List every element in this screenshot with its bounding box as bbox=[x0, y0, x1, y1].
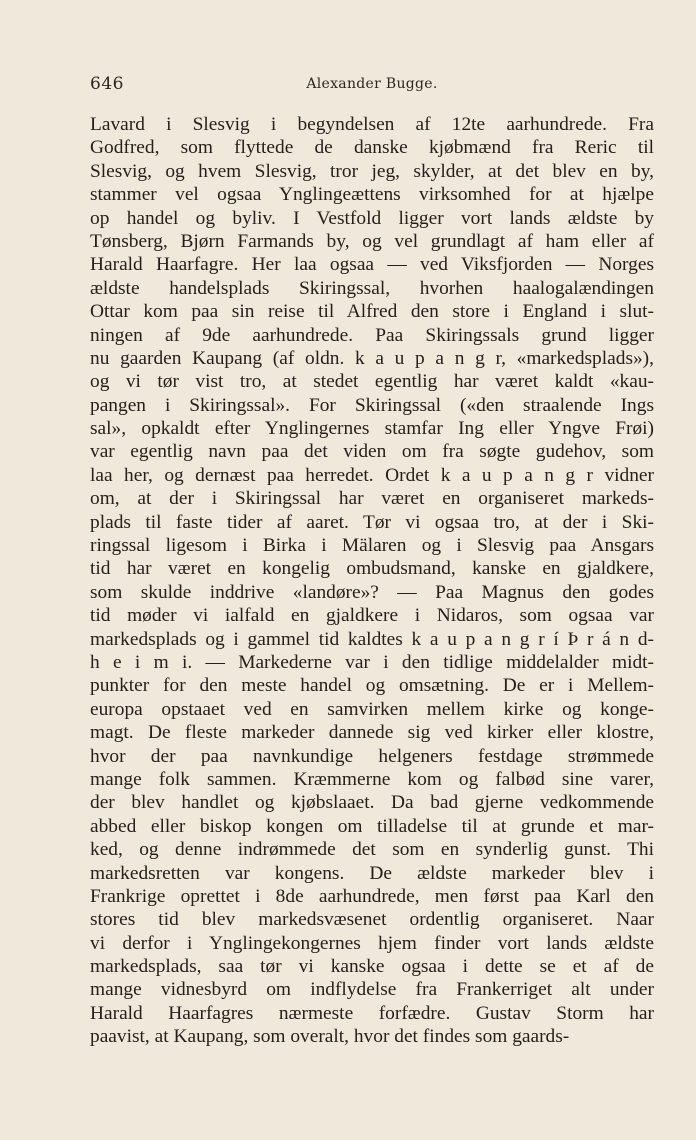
text-line: Harald Haarfagres nærmeste forfædre. Gustav Storm har bbox=[90, 1002, 654, 1024]
text-line: Lavard i Slesvig i begyndelsen af 12te aarhundrede. Fra bbox=[90, 114, 654, 135]
text-line: som skulde inddrive «landøre»? — Paa Magnus den godes bbox=[90, 581, 654, 603]
running-head: Alexander Bugge. bbox=[306, 76, 438, 92]
text-line: sal», opkaldt efter Ynglingernes stamfar Ing eller Yngve Frøi) bbox=[90, 418, 654, 440]
text-line: ningen af 9de aarhundrede. Paa Skiringssals grund ligger bbox=[90, 324, 654, 346]
text-line: der blev handlet og kjøbslaaet. Da bad gjerne vedkommende bbox=[90, 792, 654, 814]
text-line: Frankrige oprettet i 8de aarhundrede, men først paa Karl den bbox=[90, 885, 654, 907]
text-line: stores tid blev markedsvæsenet ordentlig organiseret. Naar bbox=[90, 909, 654, 931]
text-line: paavist, at Kaupang, som overalt, hvor det findes som gaards- bbox=[90, 1026, 570, 1048]
text-line: Ottar kom paa sin reise til Alfred den store i England i slut- bbox=[90, 301, 654, 323]
text-line: op handel og byliv. I Vestfold ligger vort lands ældste by bbox=[90, 207, 654, 229]
text-line: markedsretten var kongens. De ældste markeder blev i bbox=[90, 862, 654, 884]
text-line: h e i m i. — Markederne var i den tidlige middelalder midt- bbox=[90, 651, 654, 673]
text-line: hvor der paa navnkundige helgeners festdage strømmede bbox=[90, 745, 654, 767]
text-line: tid møder vi ialfald en gjaldkere i Nidaros, som ogsaa var bbox=[90, 605, 654, 627]
text-line: europa opstaaet ved en samvirken mellem kirke og konge- bbox=[90, 698, 654, 720]
text-line: markedsplads, saa tør vi kanske ogsaa i dette se et af de bbox=[90, 956, 654, 978]
text-line: markedsplads og i gammel tid kaldtes k a u p a n g r í Þ r á n d- bbox=[90, 628, 654, 650]
text-line: abbed eller biskop kongen om tilladelse til at grunde et mar- bbox=[90, 815, 654, 837]
text-line: om, at der i Skiringssal har været en organiseret markeds- bbox=[90, 488, 654, 510]
text-line: Harald Haarfagre. Her laa ogsaa — ved Viksfjorden — Norges bbox=[90, 254, 654, 276]
text-line: vi derfor i Ynglingekongernes hjem finder vort lands ældste bbox=[90, 932, 654, 954]
text-line: ringssal ligesom i Birka i Mälaren og i Slesvig paa Ansgars bbox=[90, 535, 654, 557]
text-line: mange vidnesbyrd om indflydelse fra Frankerriget alt under bbox=[90, 979, 654, 1001]
page-header bbox=[90, 74, 654, 98]
text-line: stammer vel ogsaa Ynglingeættens virksomhed for at hjælpe bbox=[90, 184, 654, 206]
text-line: mange folk sammen. Kræmmerne kom og falbød sine varer, bbox=[90, 768, 654, 790]
text-line: laa her, og dernæst paa herredet. Ordet k a u p a n g r vidner bbox=[90, 464, 654, 486]
text-line: punkter for den meste handel og omsætning. De er i Mellem- bbox=[90, 675, 654, 697]
text-line: plads til faste tider af aaret. Tør vi ogsaa tro, at der i Ski- bbox=[90, 511, 654, 533]
text-line: Slesvig, og hvem Slesvig, tror jeg, skylder, at det blev en by, bbox=[90, 160, 654, 182]
body-text bbox=[90, 113, 654, 1049]
text-line: ked, og denne indrømmede det som en synderlig gunst. Thi bbox=[90, 839, 654, 861]
text-line: nu gaarden Kaupang (af oldn. k a u p a n g r, «markedsplads»), bbox=[90, 347, 654, 369]
text-line: tid har været en kongelig ombudsmand, kanske en gjaldkere, bbox=[90, 558, 654, 580]
text-line: Godfred, som flyttede de danske kjøbmænd fra Reric til bbox=[90, 137, 654, 159]
text-line: og vi tør vist tro, at stedet egentlig har været kaldt «kau- bbox=[90, 371, 654, 393]
text-line: Tønsberg, Bjørn Farmands by, og vel grundlagt af ham eller af bbox=[90, 230, 654, 252]
text-line: ældste handelsplads Skiringssal, hvorhen haalogalændingen bbox=[90, 277, 654, 299]
text-line: var egentlig navn paa det viden om fra søgte gudehov, som bbox=[90, 441, 654, 463]
text-line: magt. De fleste markeder dannede sig ved kirker eller klostre, bbox=[90, 722, 654, 744]
page-number: 646 bbox=[90, 74, 124, 94]
text-line: pangen i Skiringssal». For Skiringssal («den straalende Ings bbox=[90, 394, 654, 416]
